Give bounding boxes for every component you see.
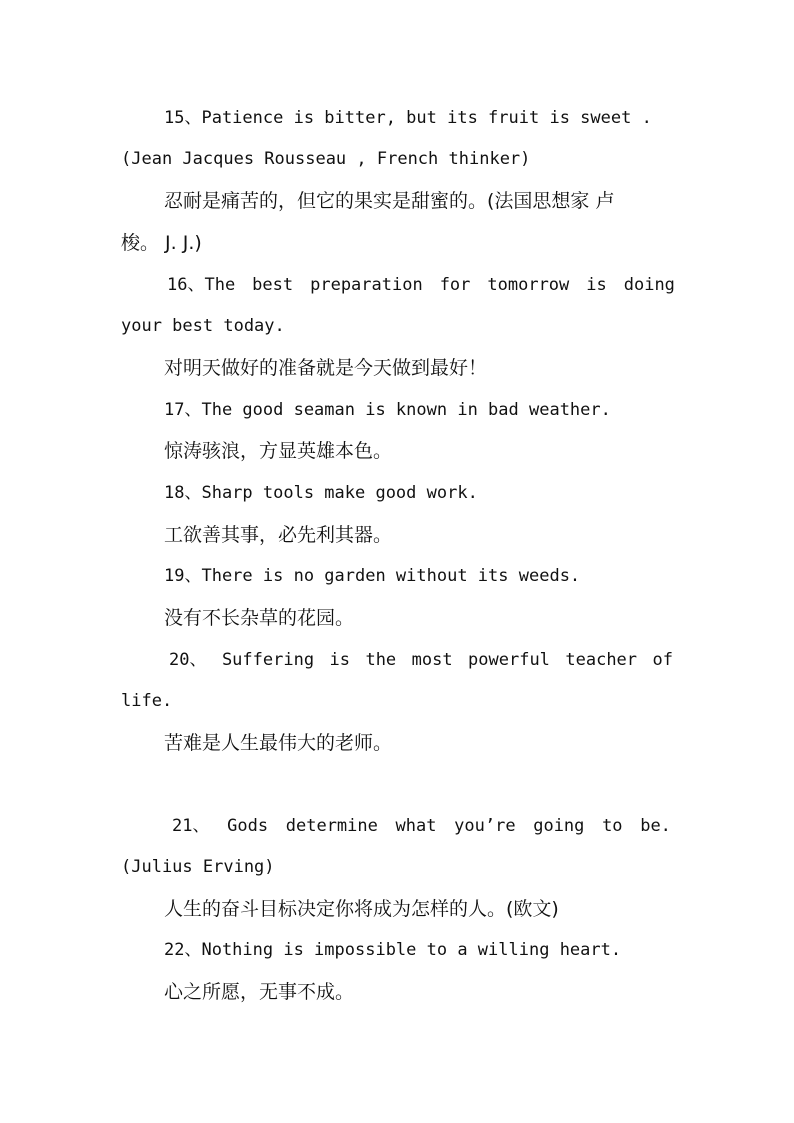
quote-18-chinese-line-1: 工欲善其事，必先利其器。 [164,524,393,546]
quote-18-english-line-1: 18、Sharp tools make good work. [164,483,478,503]
quote-22-chinese-line-1: 心之所愿，无事不成。 [164,981,355,1003]
quote-20-word: the [365,650,397,670]
quote-16-word: is [586,275,607,295]
quote-20-word: 20、 [169,650,207,670]
quote-20-word: is [329,650,350,670]
quote-21-word: to [602,816,623,836]
quote-21-english-line-1 [172,813,671,839]
quote-21-english-line-2: (Julius Erving) [121,857,275,877]
quote-16-english-line-1 [167,272,675,298]
quote-16-word: for [439,275,471,295]
quote-21-chinese-line-1: 人生的奋斗目标决定你将成为怎样的人。(欧文) [164,898,559,920]
quote-17-chinese-line-1: 惊涛骇浪，方显英雄本色。 [164,440,393,462]
quote-21-word: be. [640,816,671,836]
quote-20-word: powerful [468,650,550,670]
quote-16-word: 16、The [167,275,236,295]
quote-15-english-line-1: 15、Patience is bitter, but its fruit is sweet . [164,108,652,128]
quote-20-english-line-1 [169,647,673,673]
quote-17-english-line-1: 17、The good seaman is known in bad weather. [164,400,611,420]
quote-20-word: Suffering [221,650,315,670]
quote-15-chinese-line-2: 梭。 J. J.) [121,232,202,254]
quote-21-word: you’re [454,816,516,836]
quote-20-word: most [411,650,453,670]
quote-16-english-line-2: your best today. [121,316,285,336]
quote-16-chinese-line-1: 对明天做好的准备就是今天做到最好！ [164,357,488,379]
quote-22-english-line-1: 22、Nothing is impossible to a willing heart. [164,940,622,960]
quote-20-english-line-2: life. [121,691,173,711]
quote-20-word: of [652,650,673,670]
quote-21-word: what [395,816,437,836]
quote-16-word: preparation [310,275,423,295]
quote-20-word: teacher [565,650,638,670]
quote-15-english-line-2: (Jean Jacques Rousseau , French thinker) [121,149,531,169]
quote-21-word: Gods [227,816,269,836]
quote-20-chinese-line-1: 苦难是人生最伟大的老师。 [164,732,393,754]
quote-16-word: best [252,275,294,295]
quote-16-word: doing [623,275,675,295]
quote-15-chinese-line-1: 忍耐是痛苦的，但它的果实是甜蜜的。(法国思想家 卢 [164,190,615,212]
quote-16-word: tomorrow [487,275,570,295]
quote-19-english-line-1: 19、There is no garden without its weeds. [164,566,581,586]
quote-19-chinese-line-1: 没有不长杂草的花园。 [164,607,355,629]
quote-21-word: 21、 [172,816,210,836]
quote-21-word: determine [285,816,378,836]
quote-21-word: going [533,816,585,836]
